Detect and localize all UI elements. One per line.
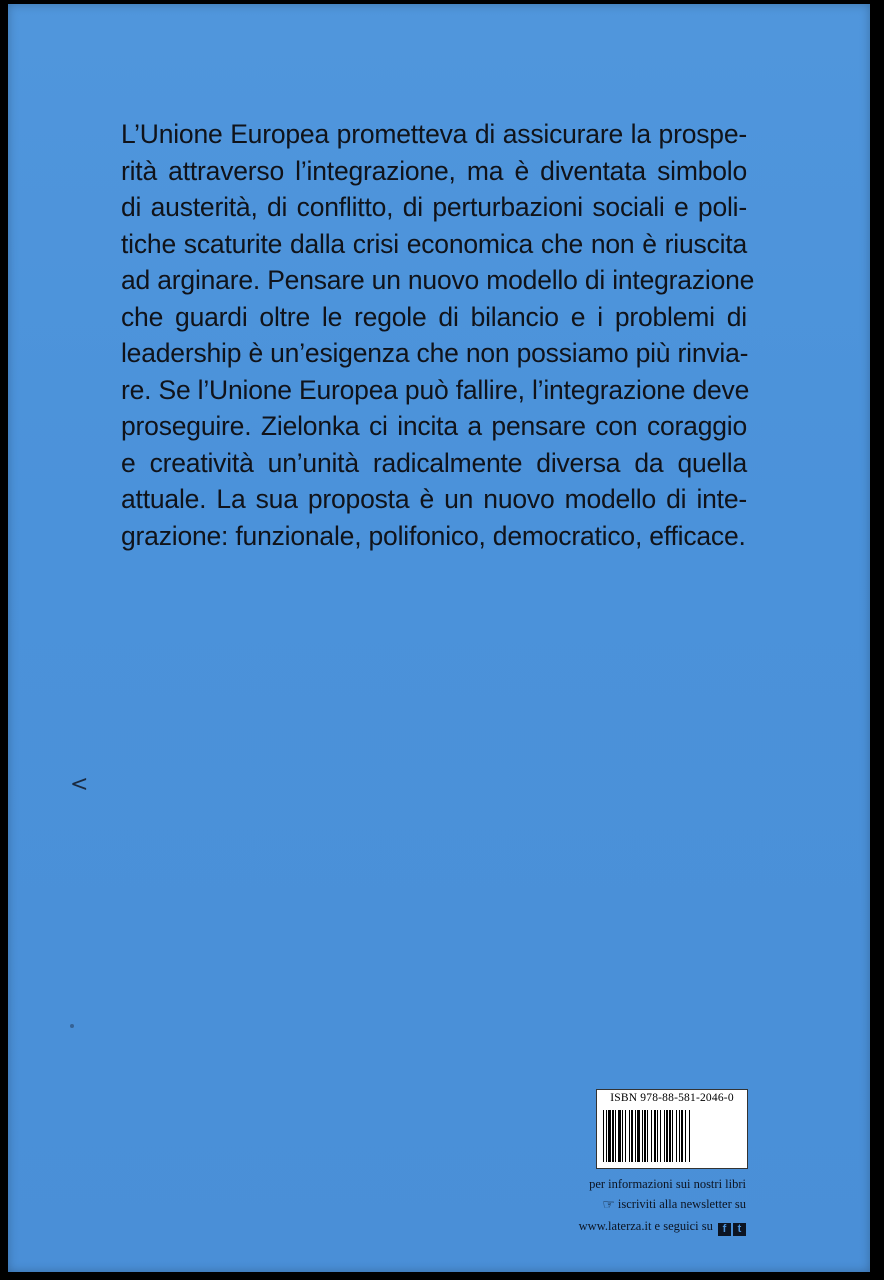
barcode-bar	[631, 1110, 633, 1162]
barcode-bar	[689, 1110, 690, 1162]
blurb-line: e creatività un’unità radicalmente diversa da quella	[121, 447, 747, 478]
blurb-line: di austerità, di conflitto, di perturbazioni sociali e poli-	[121, 192, 747, 222]
blurb-line: tiche scaturite dalla crisi economica che non è riuscita	[121, 228, 747, 259]
facebook-icon[interactable]: f	[718, 1223, 731, 1236]
blurb-line: L’Unione Europea prometteva di assicurare la prospe-	[121, 119, 747, 149]
pointing-hand-icon: ☞	[602, 1198, 615, 1213]
barcode-bar	[637, 1110, 640, 1162]
barcode-bars	[601, 1110, 743, 1162]
newsletter-text: iscriviti alla newsletter su	[617, 1197, 746, 1211]
back-cover	[8, 4, 870, 1272]
barcode-bar	[666, 1110, 668, 1162]
speck	[70, 1024, 74, 1028]
barcode-bar	[603, 1110, 604, 1162]
barcode-bar	[654, 1110, 656, 1162]
blurb-line: rità attraverso l’integrazione, ma è diventata simbolo	[121, 155, 747, 186]
barcode-bar	[676, 1110, 677, 1162]
blurb-line: re. Se l’Unione Europea può fallire, l’integrazione deve	[121, 374, 750, 405]
pen-mark: <	[70, 772, 89, 797]
barcode-bar	[681, 1110, 683, 1162]
barcode-bar	[622, 1110, 623, 1162]
blurb-line: proseguire. Zielonka ci incita a pensare con coraggio	[121, 411, 747, 441]
barcode-bar	[672, 1110, 673, 1162]
barcode-bar	[615, 1110, 616, 1162]
barcode-bar	[625, 1110, 626, 1162]
barcode-bar	[642, 1110, 643, 1162]
barcode-bar	[618, 1110, 621, 1162]
barcode-bar	[679, 1110, 680, 1162]
barcode-bar	[606, 1110, 607, 1162]
website-text: www.laterza.it e seguici su	[578, 1219, 713, 1233]
barcode-bar	[629, 1110, 630, 1162]
isbn-label: ISBN 978-88-581-2046-0	[610, 1092, 734, 1104]
barcode-bar	[612, 1110, 614, 1162]
blurb-line: ad arginare. Pensare un nuovo modello di integrazione	[121, 265, 755, 295]
blurb-line: leadership è un’esigenza che non possiamo più rinvia-	[121, 338, 749, 368]
blurb-line: che guardi oltre le regole di bilancio e i problemi di	[121, 301, 747, 332]
barcode-bar	[651, 1110, 652, 1162]
barcode-bar	[635, 1110, 636, 1162]
info-line-1: per informazioni sui nostri libri	[589, 1177, 746, 1191]
barcode-bar	[664, 1110, 665, 1162]
barcode-bar	[669, 1110, 671, 1162]
barcode-bar	[685, 1110, 686, 1162]
twitter-icon[interactable]: t	[733, 1223, 746, 1236]
info-line-2	[528, 1194, 746, 1216]
blurb-line: grazione: funzionale, polifonico, democratico, efficace.	[121, 520, 746, 551]
blurb-line: attuale. La sua proposta è un nuovo modello di inte-	[121, 484, 747, 514]
barcode-bar	[660, 1110, 661, 1162]
barcode-bar	[608, 1110, 611, 1162]
barcode-bar	[644, 1110, 646, 1162]
barcode	[596, 1089, 748, 1169]
barcode-bar	[647, 1110, 648, 1162]
info-line-3	[528, 1216, 746, 1236]
blurb-text	[121, 116, 755, 554]
barcode-bar	[657, 1110, 658, 1162]
publisher-info	[528, 1174, 746, 1236]
